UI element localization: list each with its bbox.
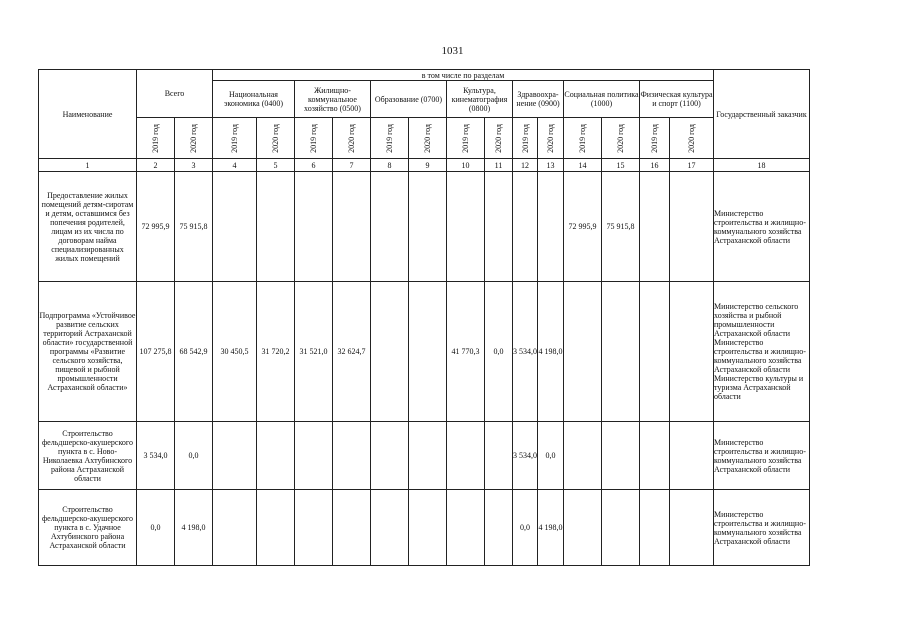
row-customer: Министерство строительства и жилищно-коммунального хозяйства Астраханской области bbox=[714, 172, 810, 282]
value-cell: 4 198,0 bbox=[538, 490, 564, 566]
header-customer: Государственный заказчик bbox=[714, 70, 810, 159]
year-header bbox=[670, 118, 714, 159]
column-number: 6 bbox=[295, 159, 333, 172]
year-header bbox=[538, 118, 564, 159]
column-number: 4 bbox=[213, 159, 257, 172]
value-cell: 0,0 bbox=[513, 490, 538, 566]
year-header bbox=[371, 118, 409, 159]
value-cell bbox=[670, 172, 714, 282]
value-cell bbox=[640, 422, 670, 490]
year-header bbox=[485, 118, 513, 159]
value-cell: 4 198,0 bbox=[175, 490, 213, 566]
header-name: Наименование bbox=[39, 70, 137, 159]
value-cell bbox=[371, 490, 409, 566]
year-header bbox=[602, 118, 640, 159]
value-cell: 75 915,8 bbox=[175, 172, 213, 282]
year-label: 2019 год bbox=[520, 123, 530, 153]
value-cell bbox=[333, 422, 371, 490]
value-cell bbox=[602, 422, 640, 490]
year-header bbox=[333, 118, 371, 159]
value-cell: 3 534,0 bbox=[513, 282, 538, 422]
value-cell bbox=[409, 172, 447, 282]
year-label: 2020 год bbox=[494, 123, 503, 153]
value-cell bbox=[371, 422, 409, 490]
year-header bbox=[257, 118, 295, 159]
table-row bbox=[39, 422, 810, 490]
value-cell bbox=[670, 422, 714, 490]
value-cell: 0,0 bbox=[538, 422, 564, 490]
budget-table bbox=[38, 69, 810, 566]
value-cell bbox=[295, 172, 333, 282]
value-cell bbox=[213, 172, 257, 282]
column-number: 7 bbox=[333, 159, 371, 172]
table-row bbox=[39, 172, 810, 282]
column-number: 11 bbox=[485, 159, 513, 172]
value-cell: 3 534,0 bbox=[513, 422, 538, 490]
column-number-row bbox=[39, 159, 810, 172]
section-header: Физическая культура и спорт (1100) bbox=[640, 81, 714, 118]
value-cell bbox=[513, 172, 538, 282]
value-cell bbox=[670, 282, 714, 422]
year-label: 2019 год bbox=[230, 123, 239, 153]
value-cell bbox=[447, 172, 485, 282]
year-header bbox=[564, 118, 602, 159]
row-customer: Министерство сельского хозяйства и рыбной промышленности Астраханской области Министерство строительства и жилищно-коммунального хозяйства Астраханской области Министерство культуры и туризма Астраханской области bbox=[714, 282, 810, 422]
column-number: 5 bbox=[257, 159, 295, 172]
value-cell bbox=[670, 490, 714, 566]
year-header bbox=[447, 118, 485, 159]
header-in-sections: в том числе по разделам bbox=[213, 70, 714, 81]
year-header bbox=[513, 118, 538, 159]
value-cell bbox=[257, 422, 295, 490]
value-cell: 31 720,2 bbox=[257, 282, 295, 422]
year-header bbox=[295, 118, 333, 159]
column-number: 9 bbox=[409, 159, 447, 172]
value-cell: 107 275,8 bbox=[137, 282, 175, 422]
value-cell bbox=[409, 422, 447, 490]
value-cell bbox=[409, 490, 447, 566]
row-customer: Министерство строительства и жилищно-коммунального хозяйства Астраханской области bbox=[714, 490, 810, 566]
year-label: 2020 год bbox=[546, 123, 555, 153]
value-cell: 41 770,3 bbox=[447, 282, 485, 422]
year-header bbox=[409, 118, 447, 159]
table-row bbox=[39, 282, 810, 422]
year-header bbox=[213, 118, 257, 159]
column-number: 12 bbox=[513, 159, 538, 172]
value-cell bbox=[213, 422, 257, 490]
value-cell: 31 521,0 bbox=[295, 282, 333, 422]
value-cell: 0,0 bbox=[485, 282, 513, 422]
column-number: 15 bbox=[602, 159, 640, 172]
value-cell bbox=[447, 422, 485, 490]
column-number: 1 bbox=[39, 159, 137, 172]
value-cell bbox=[371, 282, 409, 422]
row-name: Подпрограмма «Устойчивое развитие сельских территорий Астраханской области» государственной программы «Развитие сельского хозяйства, пищевой и рыбной промышленности Астраханской области» bbox=[39, 282, 137, 422]
column-number: 18 bbox=[714, 159, 810, 172]
value-cell: 75 915,8 bbox=[602, 172, 640, 282]
section-header: Жилищно-коммунальное хозяйство (0500) bbox=[295, 81, 371, 118]
value-cell bbox=[564, 282, 602, 422]
value-cell bbox=[640, 282, 670, 422]
column-number: 10 bbox=[447, 159, 485, 172]
value-cell bbox=[409, 282, 447, 422]
value-cell: 0,0 bbox=[175, 422, 213, 490]
year-label: 2019 год bbox=[578, 123, 587, 153]
value-cell bbox=[602, 282, 640, 422]
value-cell: 72 995,9 bbox=[137, 172, 175, 282]
year-label: 2019 год bbox=[461, 123, 470, 153]
year-label: 2019 год bbox=[650, 123, 659, 153]
year-header bbox=[137, 118, 175, 159]
value-cell bbox=[485, 422, 513, 490]
section-header: Здравоохра-нение (0900) bbox=[513, 81, 564, 118]
value-cell bbox=[295, 490, 333, 566]
year-label: 2020 год bbox=[616, 123, 625, 153]
value-cell bbox=[640, 490, 670, 566]
column-number: 2 bbox=[137, 159, 175, 172]
value-cell bbox=[602, 490, 640, 566]
section-header: Социальная политика (1000) bbox=[564, 81, 640, 118]
value-cell: 72 995,9 bbox=[564, 172, 602, 282]
value-cell bbox=[640, 172, 670, 282]
year-label: 2020 год bbox=[189, 123, 198, 153]
row-customer: Министерство строительства и жилищно-коммунального хозяйства Астраханской области bbox=[714, 422, 810, 490]
year-label: 2020 год bbox=[271, 123, 280, 153]
column-number: 14 bbox=[564, 159, 602, 172]
value-cell bbox=[295, 422, 333, 490]
value-cell bbox=[333, 490, 371, 566]
value-cell: 68 542,9 bbox=[175, 282, 213, 422]
header-total: Всего bbox=[137, 70, 213, 118]
year-row bbox=[39, 118, 810, 159]
column-number: 16 bbox=[640, 159, 670, 172]
value-cell bbox=[538, 172, 564, 282]
value-cell: 4 198,0 bbox=[538, 282, 564, 422]
column-number: 3 bbox=[175, 159, 213, 172]
row-name: Строительство фельдшерско-акушерского пункта в с. Удачное Ахтубинского района Астраханской области bbox=[39, 490, 137, 566]
value-cell bbox=[371, 172, 409, 282]
value-cell bbox=[213, 490, 257, 566]
year-header bbox=[640, 118, 670, 159]
value-cell bbox=[447, 490, 485, 566]
value-cell: 30 450,5 bbox=[213, 282, 257, 422]
section-header: Культура, кинематография (0800) bbox=[447, 81, 513, 118]
value-cell bbox=[564, 422, 602, 490]
row-name: Предоставление жилых помещений детям-сиротам и детям, оставшимся без попечения родителей, лицам из их числа по договорам найма специализированных жилых помещений bbox=[39, 172, 137, 282]
year-label: 2020 год bbox=[687, 123, 696, 153]
year-label: 2019 год bbox=[309, 123, 318, 153]
section-header: Национальная экономика (0400) bbox=[213, 81, 295, 118]
value-cell bbox=[485, 490, 513, 566]
year-header bbox=[175, 118, 213, 159]
value-cell bbox=[485, 172, 513, 282]
year-label: 2020 год bbox=[423, 123, 432, 153]
value-cell bbox=[257, 490, 295, 566]
value-cell bbox=[257, 172, 295, 282]
value-cell bbox=[564, 490, 602, 566]
year-label: 2020 год bbox=[347, 123, 356, 153]
value-cell: 32 624,7 bbox=[333, 282, 371, 422]
section-header: Образование (0700) bbox=[371, 81, 447, 118]
value-cell: 0,0 bbox=[137, 490, 175, 566]
year-label: 2019 год bbox=[151, 123, 160, 153]
column-number: 17 bbox=[670, 159, 714, 172]
table-row bbox=[39, 490, 810, 566]
row-name: Строительство фельдшерско-акушерского пункта в с. Ново-Николаевка Ахтубинского района Астраханской области bbox=[39, 422, 137, 490]
column-number: 13 bbox=[538, 159, 564, 172]
column-number: 8 bbox=[371, 159, 409, 172]
year-label: 2019 год bbox=[385, 123, 394, 153]
value-cell bbox=[333, 172, 371, 282]
page-number: 1031 bbox=[441, 45, 464, 57]
value-cell: 3 534,0 bbox=[137, 422, 175, 490]
